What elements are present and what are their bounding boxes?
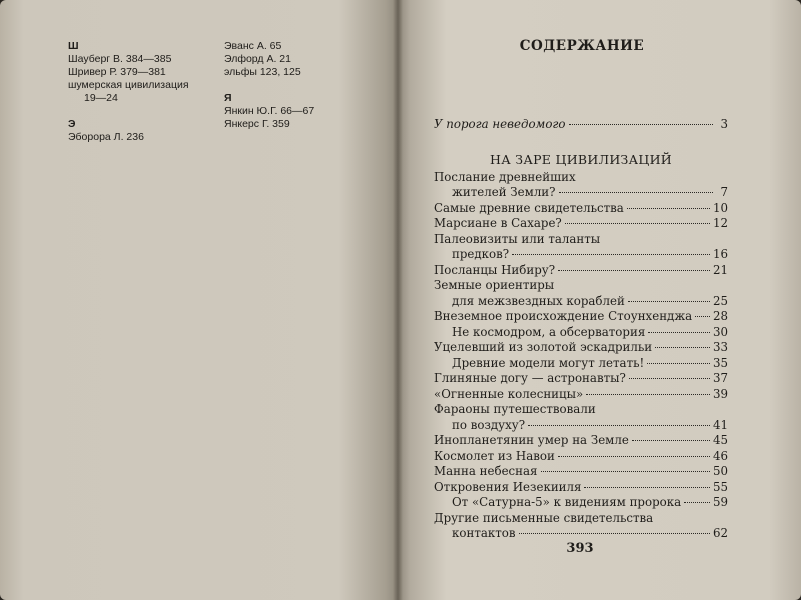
toc-entry [434,117,728,133]
toc-entry [434,356,728,372]
toc-entry [434,433,728,449]
toc-entry-page: 37 [712,371,728,385]
index-entry: шумерская цивилизация [68,79,189,91]
index-letter: Э [68,118,76,130]
toc-leader [559,192,714,193]
toc-entry-title: «Огненные колесницы» [434,386,584,401]
toc-entry [434,216,728,232]
toc-entry [434,480,728,496]
toc-entry [434,449,728,465]
toc-entry [434,387,728,403]
toc-entry-title-line: Послание древнейших [434,169,576,184]
toc-entry-title: Внеземное происхождение Стоунхенджа [434,309,693,323]
toc-entry-title: контактов [452,526,516,540]
toc-entry-page: 35 [712,355,728,370]
toc-entry-title: Космолет из Навои [434,448,555,463]
toc-leader [528,425,710,426]
book-gutter [393,0,403,600]
toc-entry [434,309,728,325]
toc-leader [627,208,710,209]
toc-entry-page: 59 [712,495,728,509]
index-column-1 [68,40,218,144]
toc-entry-title: Откровения Иезекииля [434,479,582,494]
toc-entry-title: Не космодром, а обсерватория [452,324,646,339]
toc-entry-page: 33 [712,340,728,354]
toc-entry-title: Марсиане в Сахаре? [434,216,562,230]
toc-leader [647,363,710,364]
toc-leader [586,394,710,395]
toc-entry-page: 30 [712,324,728,339]
toc-leader [584,487,710,488]
index-entry: Шривер Р. 379—381 [68,66,166,78]
toc-entry-title: Манна небесная [434,464,538,478]
toc-entry [434,340,728,356]
toc-entry [434,232,728,263]
toc-leader [628,301,710,302]
toc-entry-title-line: Фараоны путешествовали [434,402,596,416]
toc-entry-page: 12 [712,216,728,230]
index-column-2 [224,40,374,131]
toc-leader [541,471,710,472]
toc-leader [558,270,710,271]
toc-entry-title: по воздуху? [452,417,526,432]
toc-entry-page: 62 [712,526,728,540]
toc-entry-title-line: Земные ориентиры [434,278,555,292]
toc-entry-page: 41 [712,417,728,432]
toc-entry [434,170,728,201]
toc-entry-title: для межзвездных кораблей [452,293,625,308]
toc-entry-page: 46 [712,448,728,463]
toc-entry-title: жителей Земли? [452,185,556,199]
toc-entry-title: Уцелевший из золотой эскадрильи [434,340,653,354]
toc-entry [434,278,728,309]
index-entry: Янкин Ю.Г. 66—67 [224,105,315,117]
index-entry: Эборора Л. 236 [68,131,144,143]
toc-entry-title: У порога неведомого [434,117,566,131]
index-entry: 19—24 [84,92,118,104]
toc-entry-title-line: Другие письменные свидетельства [434,510,654,525]
index-entry: Элфорд А. 21 [224,53,291,65]
contents-title: СОДЕРЖАНИЕ [519,38,645,54]
contents-list [434,152,728,542]
toc-entry-title: Посланцы Нибиру? [434,262,556,277]
toc-leader [512,254,710,255]
toc-leader [558,456,710,457]
toc-entry-page: 16 [712,247,728,261]
toc-leader [629,378,710,379]
toc-entry-page: 21 [712,262,728,277]
toc-entry [434,325,728,341]
toc-entry-title: От «Сатурна-5» к видениям пророка [452,495,682,509]
toc-entry-page: 39 [712,386,728,401]
page-number: 393 [566,541,594,556]
toc-entry-page: 45 [712,433,728,447]
toc-entry-title: Глиняные догу — астронавты? [434,371,626,385]
toc-entry [434,464,728,480]
toc-entry-page: 50 [712,464,728,478]
toc-entry-title: Древние модели могут летать! [452,355,645,370]
index-entry: эльфы 123, 125 [224,66,301,78]
toc-entry [434,201,728,217]
toc-leader [648,332,710,333]
toc-entry-page: 7 [720,185,728,199]
toc-entry-title: Самые древние свидетельства [434,200,624,215]
toc-leader [519,533,710,534]
toc-entry-page: 55 [712,479,728,494]
toc-entry-page: 28 [712,309,728,323]
toc-entry-page: 10 [712,200,728,215]
index-entry: Шауберг В. 384—385 [68,53,172,65]
toc-entry [434,495,728,511]
toc-entry [434,402,728,433]
section-heading: НА ЗАРЕ ЦИВИЛИЗАЦИЙ [490,152,672,167]
toc-entry-title: Инопланетянин умер на Земле [434,433,629,447]
toc-leader [565,223,710,224]
toc-entry-title-line: Палеовизиты или таланты [434,231,601,246]
index-entry: Янкерс Г. 359 [224,118,290,130]
toc-leader [655,347,710,348]
toc-entry-page: 3 [720,117,728,131]
toc-entry [434,511,728,542]
contents-intro [434,117,728,133]
toc-leader [632,440,710,441]
index-entry: Эванс А. 65 [224,40,282,52]
toc-entry-title: предков? [452,247,510,261]
toc-entry-page: 25 [712,293,728,308]
toc-leader [569,124,714,125]
toc-leader [684,502,710,503]
toc-leader [695,316,710,317]
index-letter: Ш [68,40,79,52]
toc-entry [434,371,728,387]
toc-entry [434,263,728,279]
index-letter: Я [224,92,232,104]
